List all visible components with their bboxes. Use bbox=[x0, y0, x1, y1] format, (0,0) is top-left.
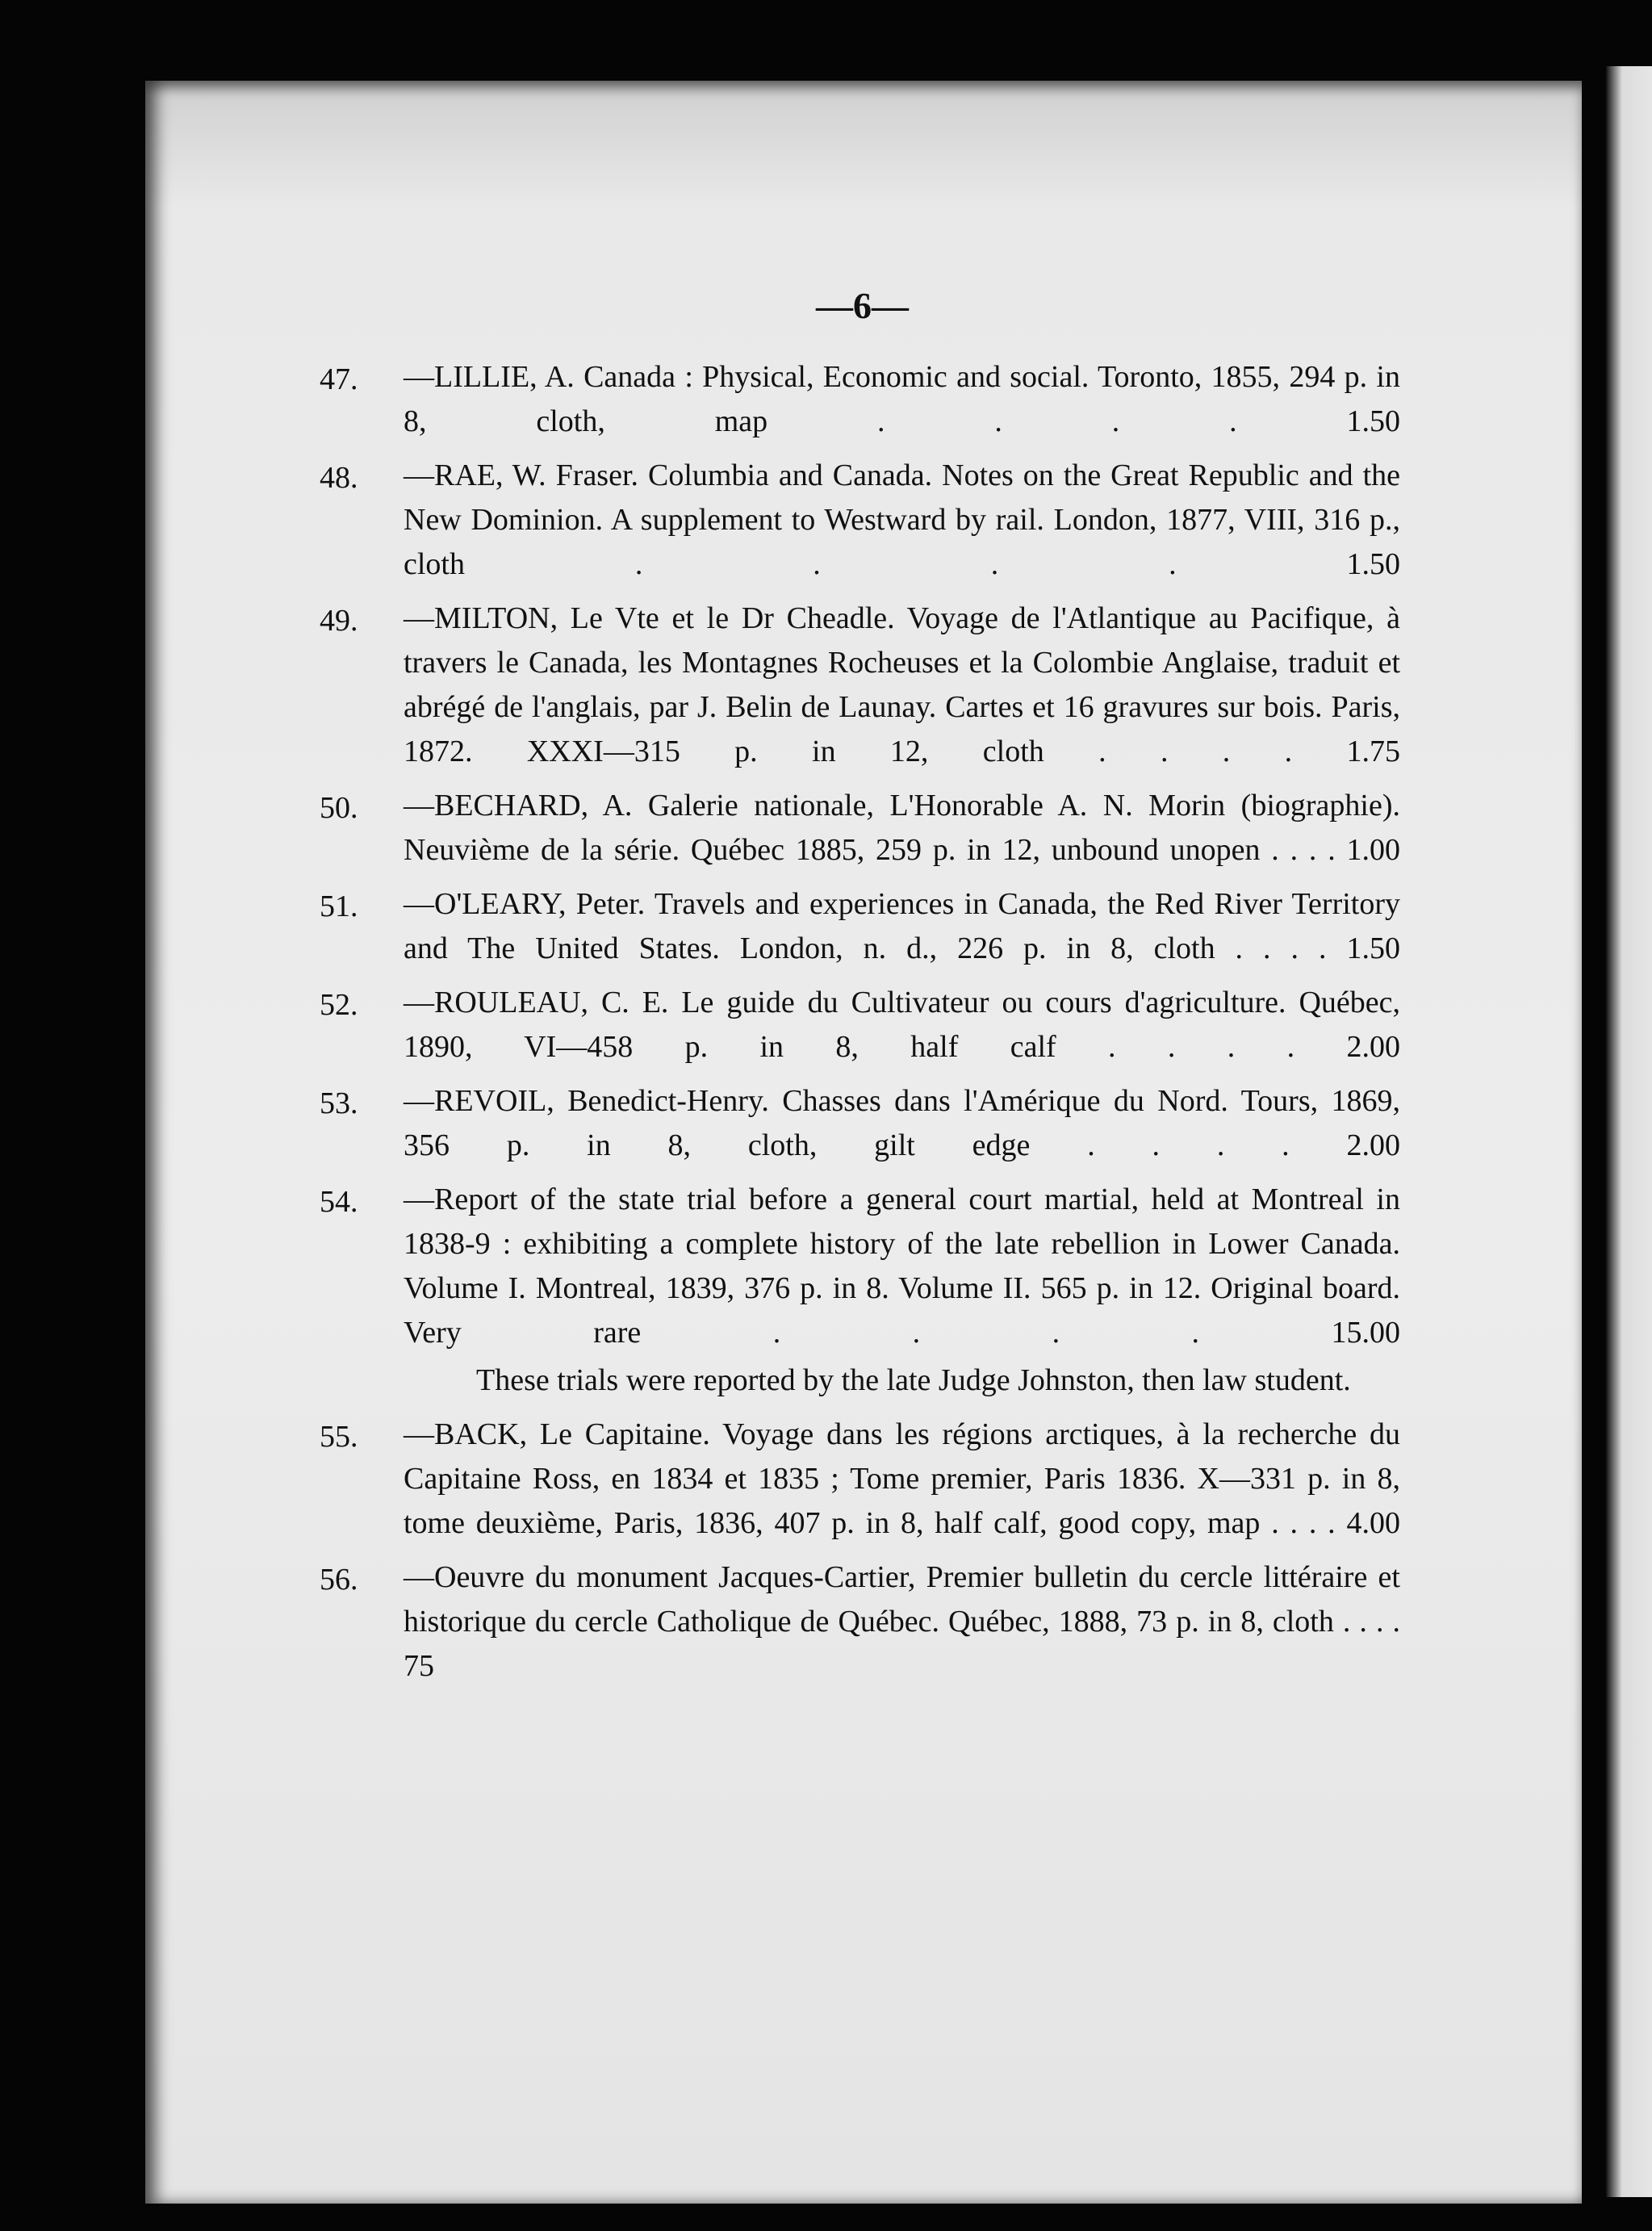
entry-text: —MILTON, Le Vte et le Dr Cheadle. Voyage de l'Atlantique au Pacifique, à travers le Canada, les Montagnes Rocheuses et la Colombie Anglaise, traduit et abrégé de l'anglais, par J. Belin de Launay. Cartes et 16 gravures sur bois. Paris, 1872. XXXI—315 p. in 12, cloth bbox=[404, 601, 1400, 768]
leader-dots: . . . . bbox=[1333, 1605, 1400, 1639]
entry-text: —BACK, Le Capitaine. Voyage dans les régions arctiques, à la recherche du Capitaine Ross, en 1834 et 1835 ; Tome premier, Paris 1836. X—331 p. in 8, tome deuxième, Paris, 1836, 407 p. in 8, half calf, good copy, map bbox=[404, 1417, 1400, 1540]
leader-dots: . . . . bbox=[464, 547, 1347, 581]
catalogue-entry bbox=[320, 1079, 1401, 1168]
catalogue-entry bbox=[320, 596, 1401, 774]
catalogue-entry bbox=[320, 1555, 1400, 1689]
entry-paragraph bbox=[404, 454, 1400, 587]
entry-paragraph bbox=[404, 355, 1400, 444]
entry-note: These trials were reported by the late Judge Johnston, then law student. bbox=[476, 1363, 1351, 1397]
entry-price: 4.00 bbox=[1346, 1506, 1400, 1540]
catalogue-entry bbox=[320, 1178, 1401, 1403]
entry-text: —O'LEARY, Peter. Travels and experiences in Canada, the Red River Territory and The United States. London, n. d., 226 p. in 8, cloth bbox=[404, 887, 1400, 965]
entry-number: 51. bbox=[320, 889, 358, 923]
leader-dots: . . . . bbox=[767, 404, 1347, 438]
entry-number: 50. bbox=[320, 791, 358, 825]
entry-paragraph bbox=[404, 1413, 1400, 1546]
page-number: —6— bbox=[816, 285, 909, 326]
leader-dots: . . . . bbox=[1043, 735, 1347, 768]
entry-paragraph bbox=[404, 981, 1400, 1069]
entry-number: 56. bbox=[320, 1563, 358, 1597]
entry-price: 2.00 bbox=[1346, 1030, 1401, 1064]
catalogue-entry bbox=[320, 981, 1401, 1069]
entry-paragraph bbox=[404, 1079, 1400, 1168]
entry-text: —RAE, W. Fraser. Columbia and Canada. Notes on the Great Republic and the New Dominion. A supplement to Westward by rail. London, 1877, VIII, 316 p., cloth bbox=[404, 458, 1400, 581]
catalogue-entry bbox=[320, 1413, 1400, 1546]
entry-paragraph bbox=[404, 596, 1400, 774]
entry-paragraph bbox=[404, 882, 1400, 971]
entry-price: 1.75 bbox=[1346, 735, 1401, 768]
catalogue-entry bbox=[320, 454, 1400, 587]
leader-dots: . . . . bbox=[1215, 931, 1347, 965]
entry-text: —ROULEAU, C. E. Le guide du Cultivateur ou cours d'agriculture. Québec, 1890, VI—458 p. in 8, half calf bbox=[404, 986, 1400, 1064]
entry-paragraph bbox=[404, 1555, 1400, 1689]
entry-price: 1.50 bbox=[1346, 547, 1400, 581]
catalogue-entry bbox=[320, 882, 1400, 971]
entry-paragraph bbox=[404, 784, 1400, 873]
entry-paragraph bbox=[404, 1178, 1400, 1355]
leader-dots: . . . . bbox=[1260, 1506, 1347, 1540]
entry-price: 15.00 bbox=[1331, 1316, 1401, 1350]
entry-price: 75 bbox=[404, 1649, 434, 1683]
entry-number: 53. bbox=[320, 1086, 358, 1120]
entry-price: 2.00 bbox=[1346, 1128, 1401, 1162]
leader-dots: . . . . bbox=[1056, 1030, 1347, 1064]
catalogue-entry bbox=[320, 784, 1400, 873]
entry-price: 1.50 bbox=[1346, 931, 1400, 965]
leader-dots: . . . . bbox=[1030, 1128, 1347, 1162]
entry-number: 55. bbox=[320, 1420, 358, 1454]
leader-dots: . . . . bbox=[1260, 833, 1347, 867]
entry-text: —LILLIE, A. Canada : Physical, Economic and social. Toronto, 1855, 294 p. in 8, cloth, map bbox=[404, 360, 1400, 438]
entry-number: 52. bbox=[320, 988, 358, 1022]
entry-number: 49. bbox=[320, 604, 358, 638]
leader-dots: . . . . bbox=[641, 1316, 1332, 1350]
catalogue-entries bbox=[320, 355, 1401, 1698]
entry-number: 48. bbox=[320, 461, 358, 495]
catalogue-entry bbox=[320, 355, 1401, 444]
entry-number: 54. bbox=[320, 1185, 358, 1219]
entry-text: —Report of the state trial before a general court martial, held at Montreal in 1838-9 : exhibiting a complete history of the late rebellion in Lower Canada. Volume I. Montreal, 1839, 376 p. in 8. Volume II. 565 p. in 12. Original board. Very rare bbox=[404, 1182, 1400, 1350]
entry-price: 1.00 bbox=[1346, 833, 1400, 867]
entry-number: 47. bbox=[320, 362, 358, 396]
entry-price: 1.50 bbox=[1346, 404, 1401, 438]
adjacent-page-edge bbox=[1606, 66, 1652, 2197]
entry-text: —BECHARD, A. Galerie nationale, L'Honorable A. N. Morin (biographie). Neuvième de la série. Québec 1885, 259 p. in 12, unbound unopen bbox=[404, 789, 1400, 867]
entry-text: —Oeuvre du monument Jacques-Cartier, Premier bulletin du cercle littéraire et historique du cercle Catholique de Québec. Québec, 1888, 73 p. in 8, cloth bbox=[404, 1560, 1400, 1639]
entry-text: —REVOIL, Benedict-Henry. Chasses dans l'Amérique du Nord. Tours, 1869, 356 p. in 8, cloth, gilt edge bbox=[404, 1084, 1400, 1162]
